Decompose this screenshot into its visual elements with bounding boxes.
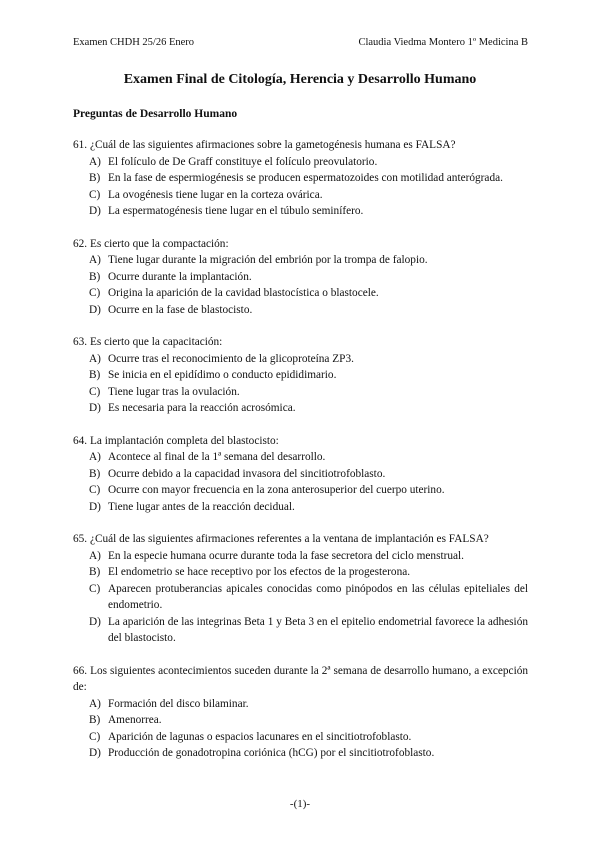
- question-66: [73, 663, 528, 762]
- question-text: La implantación completa del blastocisto:: [89, 434, 279, 447]
- answer-option: [89, 384, 528, 401]
- question-stem: [73, 137, 528, 154]
- option-text: La aparición de las integrinas Beta 1 y Beta 3 en el epitelio endometrial favorece la adhesión del blastocisto.: [108, 615, 528, 644]
- option-text: En la fase de espermiogénesis se producen espermatozoides con motilidad anterógrada.: [108, 172, 503, 184]
- option-letter: C): [89, 582, 101, 595]
- option-text: Ocurre debido a la capacidad invasora del sincitiotrofoblasto.: [108, 467, 386, 480]
- answer-option: [89, 564, 528, 581]
- question-64: [73, 433, 528, 516]
- page-number: -(1)-: [289, 798, 311, 810]
- option-letter: B): [89, 369, 101, 381]
- option-letter: D): [89, 500, 101, 513]
- option-text: Origina la aparición de la cavidad blastocística o blastocele.: [108, 287, 379, 299]
- option-letter: B): [89, 714, 101, 726]
- option-text: La ovogénesis tiene lugar en la corteza ovárica.: [108, 188, 323, 201]
- answer-option: [89, 499, 528, 516]
- option-text: El folículo de De Graff constituye el folículo preovulatorio.: [108, 155, 378, 168]
- option-text: Ocurre durante la implantación.: [108, 270, 252, 283]
- option-letter: A): [89, 697, 101, 710]
- option-text: La espermatogénesis tiene lugar en el túbulo seminífero.: [108, 205, 364, 217]
- question-list: [73, 137, 528, 778]
- question-stem: [73, 663, 528, 696]
- option-text: Es necesaria para la reacción acrosómica.: [108, 402, 296, 414]
- option-text: Aparición de lagunas o espacios lacunares en el sincitiotrofoblasto.: [108, 730, 412, 743]
- answer-option: [89, 712, 528, 729]
- answer-option: [89, 729, 528, 746]
- option-letter: D): [89, 205, 101, 217]
- answer-option: [89, 203, 528, 220]
- header-student-name: Claudia Viedma Montero 1º Medicina B: [358, 37, 528, 48]
- option-text: El endometrio se hace receptivo por los efectos de la progesterona.: [108, 566, 411, 578]
- option-letter: D): [89, 747, 101, 759]
- option-letter: B): [89, 566, 101, 578]
- answer-option: [89, 614, 528, 647]
- option-letter: B): [89, 172, 101, 184]
- answer-option: [89, 154, 528, 171]
- answer-option: [89, 351, 528, 368]
- answer-option: [89, 302, 528, 319]
- answer-option: [89, 269, 528, 286]
- option-text: Aparecen protuberancias apicales conocidas como pinópodos en las células epiteliales del endometrio.: [108, 582, 528, 611]
- answer-option: [89, 466, 528, 483]
- answer-option: [89, 548, 528, 565]
- option-text: En la especie humana ocurre durante toda la fase secretora del ciclo menstrual.: [108, 549, 464, 562]
- option-letter: A): [89, 155, 101, 168]
- option-text: Ocurre con mayor frecuencia en la zona anterosuperior del cuerpo uterino.: [108, 484, 445, 496]
- option-letter: C): [89, 484, 101, 496]
- option-text: Amenorrea.: [108, 714, 162, 726]
- question-number: 64.: [73, 434, 88, 447]
- question-text: Los siguientes acontecimientos suceden durante la 2ª semana de desarrollo humano, a excepción de:: [73, 664, 529, 693]
- option-text: Formación del disco bilaminar.: [108, 697, 249, 710]
- question-63: [73, 334, 528, 417]
- answer-option: [89, 170, 528, 187]
- question-62: [73, 236, 528, 319]
- option-text: Acontece al final de la 1ª semana del desarrollo.: [108, 451, 326, 463]
- option-letter: D): [89, 402, 101, 414]
- option-text: Ocurre tras el reconocimiento de la glicoproteína ZP3.: [108, 352, 354, 365]
- answer-option: [89, 581, 528, 614]
- answer-option: [89, 745, 528, 762]
- question-61: [73, 137, 528, 220]
- question-text: Es cierto que la compactación:: [89, 237, 229, 250]
- question-stem: [73, 433, 528, 450]
- question-stem: [73, 236, 528, 253]
- answer-option: [89, 696, 528, 713]
- option-letter: B): [89, 270, 101, 283]
- option-text: Producción de gonadotropina coriónica (hCG) por el sincitiotrofoblasto.: [108, 747, 435, 759]
- question-stem: [73, 334, 528, 351]
- question-number: 62.: [73, 237, 88, 250]
- answer-option: [89, 482, 528, 499]
- section-title: Preguntas de Desarrollo Humano: [73, 108, 238, 120]
- answer-option: [89, 285, 528, 302]
- option-letter: A): [89, 451, 101, 463]
- question-text: Es cierto que la capacitación:: [89, 336, 223, 348]
- question-number: 61.: [73, 139, 88, 151]
- option-letter: C): [89, 730, 101, 743]
- answer-option: [89, 400, 528, 417]
- question-stem: [73, 531, 528, 548]
- answer-option: [89, 187, 528, 204]
- question-text: ¿Cuál de las siguientes afirmaciones sobre la gametogénesis humana es FALSA?: [89, 139, 456, 151]
- option-text: Tiene lugar antes de la reacción decidual.: [108, 500, 295, 513]
- option-text: Tiene lugar durante la migración del embrión por la trompa de falopio.: [108, 254, 428, 266]
- question-65: [73, 531, 528, 647]
- page-title: Examen Final de Citología, Herencia y Desarrollo Humano: [123, 72, 477, 87]
- option-text: Ocurre en la fase de blastocisto.: [108, 303, 253, 316]
- option-letter: A): [89, 352, 101, 365]
- option-text: Se inicia en el epidídimo o conducto epididimario.: [108, 369, 337, 381]
- answer-option: [89, 449, 528, 466]
- question-number: 63.: [73, 336, 88, 348]
- header-exam-id: Examen CHDH 25/26 Enero: [73, 37, 195, 48]
- answer-option: [89, 252, 528, 269]
- option-letter: D): [89, 615, 101, 628]
- option-text: Tiene lugar tras la ovulación.: [108, 385, 240, 398]
- option-letter: A): [89, 254, 101, 266]
- option-letter: C): [89, 385, 101, 398]
- question-number: 65.: [73, 533, 88, 545]
- answer-option: [89, 367, 528, 384]
- option-letter: D): [89, 303, 101, 316]
- question-number: 66.: [73, 664, 88, 677]
- option-letter: C): [89, 287, 101, 299]
- option-letter: C): [89, 188, 101, 201]
- option-letter: A): [89, 549, 101, 562]
- question-text: ¿Cuál de las siguientes afirmaciones referentes a la ventana de implantación es FALSA?: [89, 533, 489, 545]
- option-letter: B): [89, 467, 101, 480]
